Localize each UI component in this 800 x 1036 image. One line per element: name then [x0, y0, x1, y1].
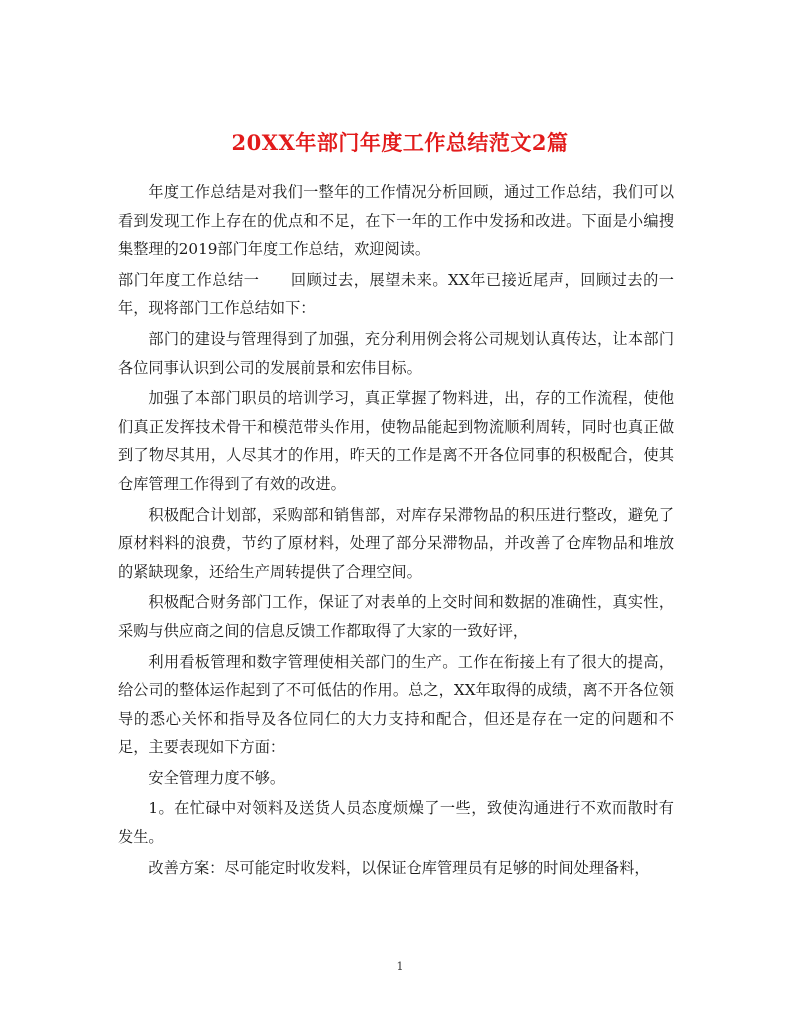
body-paragraph: 1。在忙碌中对领料及送货人员态度烦燥了一些，致使沟通进行不欢而散时有发生。 [118, 799, 674, 847]
body-paragraph: 部门的建设与管理得到了加强，充分利用例会将公司规划认真传达，让本部门各位同事认识到公司的发展前景和宏伟目标。 [118, 329, 674, 377]
document-title: 20XX年部门年度工作总结范文2篇 [231, 130, 569, 156]
body-paragraph: 加强了本部门职员的培训学习，真正掌握了物料进，出，存的工作流程，使他们真正发挥技术骨干和模范带头作用，使物品能起到物流顺利周转，同时也真正做到了物尽其用，人尽其才的作用，昨天的工作是离不开各位同事的积极配合，使其仓库管理工作得到了有效的改进。 [118, 389, 674, 493]
body-paragraph: 积极配合计划部，采购部和销售部，对库存呆滞物品的积压进行整改，避免了原材料料的浪费，节约了原材料，处理了部分呆滞物品，并改善了仓库物品和堆放的紧缺现象，还给生产周转提供了合理空间。 [118, 505, 674, 581]
body-paragraph: 改善方案：尽可能定时收发料，以保证仓库管理员有足够的时间处理备料， [148, 858, 650, 877]
body-paragraph: 利用看板管理和数字管理使相关部门的生产。工作在衔接上有了很大的提高，给公司的整体运作起到了不可低估的作用。总之，XX年取得的成绩，离不开各位领导的悉心关怀和指导及各位同仁的大力支持和配合，但还是存在一定的问题和不足，主要表现如下方面： [118, 652, 674, 757]
body-paragraph: 积极配合财务部门工作，保证了对表单的上交时间和数据的准确性，真实性，采购与供应商之间的信息反馈工作都取得了大家的一致好评， [118, 593, 674, 640]
section-heading-paragraph: 部门年度工作总结一 回顾过去，展望未来。XX年已接近尾声，回顾过去的一年，现将部门工作总结如下： [118, 270, 674, 318]
body-paragraph: 安全管理力度不够。 [148, 768, 286, 787]
document-body [118, 178, 674, 884]
page-number: 1 [396, 960, 404, 973]
intro-paragraph: 年度工作总结是对我们一整年的工作情况分析回顾，通过工作总结，我们可以看到发现工作上存在的优点和不足，在下一年的工作中发扬和改进。下面是小编搜集整理的2019部门年度工作总结，欢迎阅读。 [118, 183, 674, 259]
